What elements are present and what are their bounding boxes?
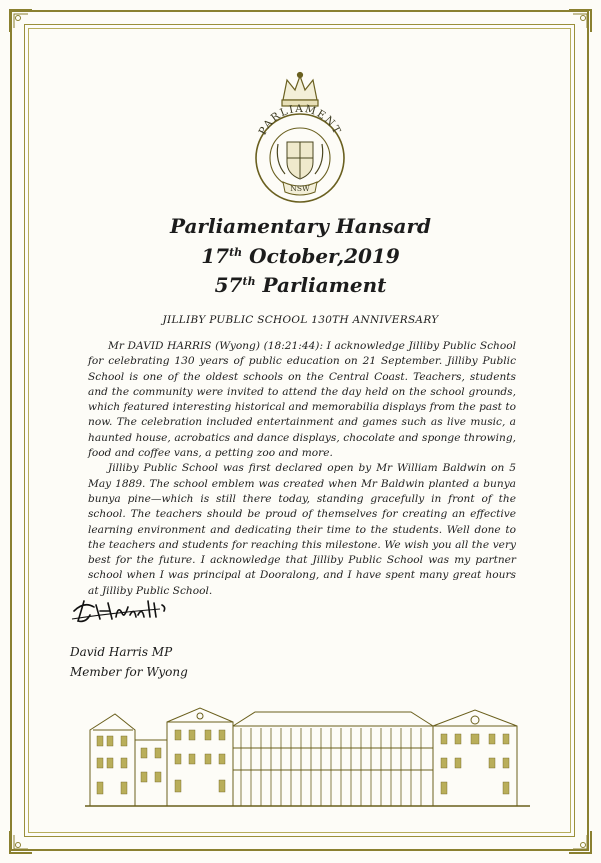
- signatory-role: Member for Wyong: [70, 665, 188, 679]
- corner-ornament-icon: [567, 829, 593, 855]
- corner-ornament-icon: [567, 8, 593, 34]
- speech-paragraph: Mr DAVID HARRIS (Wyong) (18:21:44): I acknowledge Jilliby Public School for celebrating 130 years of public education on 21 September. Jilliby Public School is one of the oldest schools on the Central Coast. Teachers, students and the community were invited to attend the day held on the school grounds, which featured interesting historical and memorabilia displays from the past to now. The celebration included entertainment and games such as live music, a haunted house, acrobatics and dance displays, chocolate and sponge throwing, food and coffee vans, a petting zoo and more.: [88, 340, 516, 460]
- section-heading: JILLIBY PUBLIC SCHOOL 130TH ANNIVERSARY: [162, 314, 439, 326]
- parliament-building-illustration-icon: [85, 700, 530, 810]
- svg-text:NSW: NSW: [290, 184, 310, 193]
- corner-ornament-icon: [8, 829, 34, 855]
- signatory-name: David Harris MP: [70, 645, 173, 659]
- corner-ornament-icon: [8, 8, 34, 34]
- speech-paragraph: Jilliby Public School was first declared open by Mr William Baldwin on 5 May 1889. The school emblem was created when Mr Baldwin planted a bunya bunya pine—which is still there today, standing gracefully in front of the school. The teachers should be proud of themselves for creating an effective learning environment and dedicating their time to the students. Well done to the teachers and students for reaching this milestone. We wish you all the very best for the future. I acknowledge that Jilliby Public School was my partner school when I was principal at Dooralong, and I have spent many great hours at Jilliby Public School.: [88, 462, 516, 597]
- parliament-number: 57th Parliament: [214, 273, 387, 297]
- speech-body: [88, 339, 516, 599]
- signature-icon: [70, 593, 220, 625]
- parliament-seal-icon: [245, 70, 355, 205]
- document-title: Parliamentary Hansard: [169, 214, 432, 238]
- svg-text:PARLIAMENT: PARLIAMENT: [256, 102, 344, 138]
- session-date: 17th October,2019: [201, 244, 400, 268]
